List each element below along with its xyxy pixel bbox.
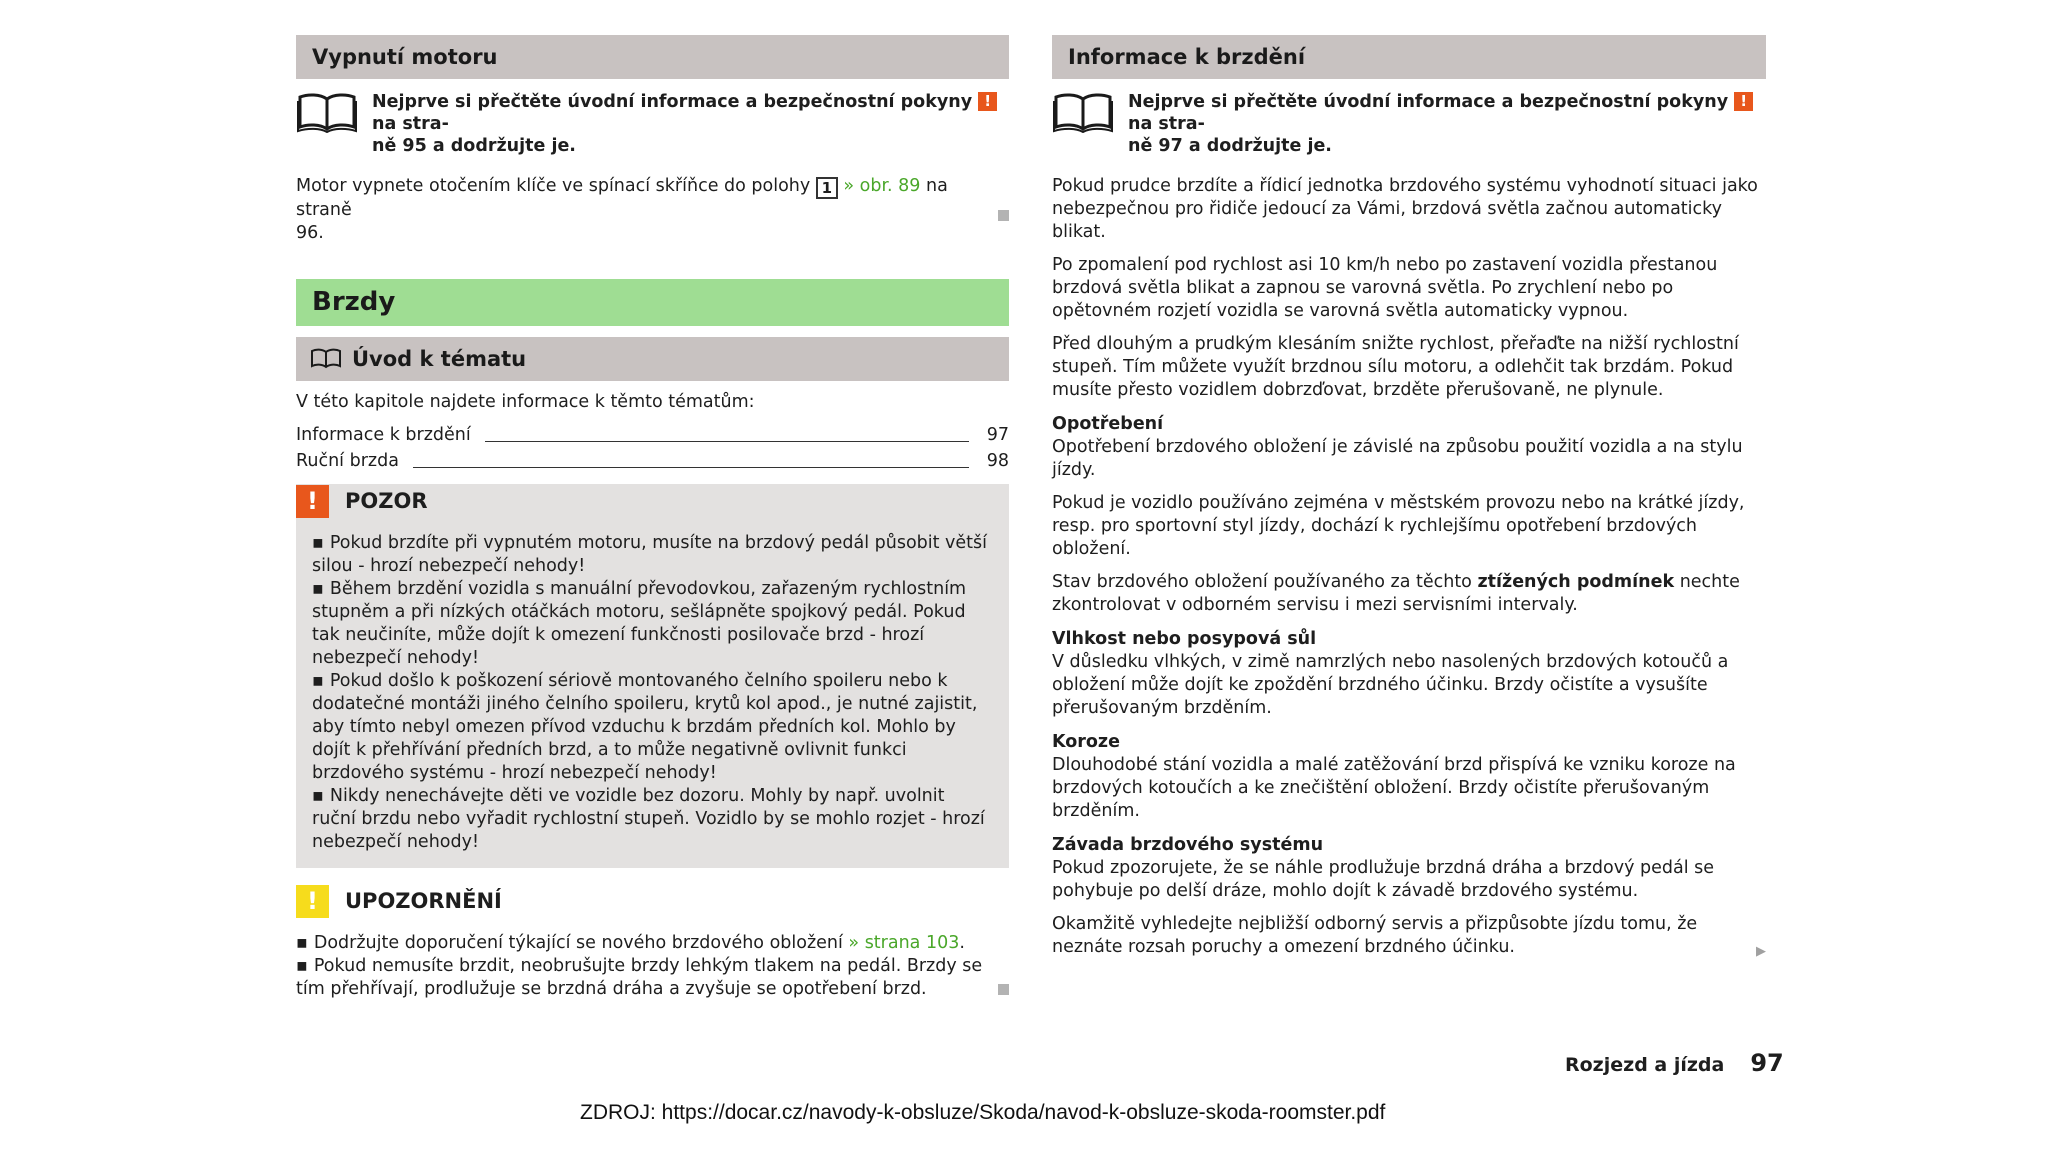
exclamation-icon: ! [1734, 92, 1753, 111]
page-footer [1565, 1049, 1784, 1077]
subheading-corrosion: Koroze [1052, 732, 1120, 752]
toc-row[interactable]: Informace k brzdění 97 [296, 425, 1009, 445]
notice-list [296, 932, 1009, 1001]
source-caption: ZDROJ: https://docar.cz/navody-k-obsluze/Skoda/navod-k-obsluze-skoda-roomster.pdf [580, 1101, 1386, 1124]
paragraph: Okamžitě vyhledejte nejbližší odborný servis a přizpůsobte jízdu tomu, že neznáte rozsah poruchy a omezení brzdného účinku. ▶ [1052, 913, 1766, 959]
footer-section: Rozjezd a jízda [1565, 1054, 1725, 1076]
warning-list [296, 518, 1009, 854]
continue-arrow-icon: ▶ [1756, 944, 1766, 959]
book-icon [296, 91, 358, 133]
book-icon [310, 348, 342, 370]
paragraph: Dlouhodobé stání vozidla a malé zatěžování brzd přispívá ke vzniku koroze na brzdových kotoučích a ke znečištění obložení. Brzdy očistíte přerušovaným brzděním. [1052, 755, 1736, 821]
reference-text: Nejprve si přečtěte úvodní informace a bezpečnostní pokyny ! na stra- ně 97 a dodržujte je. [1128, 91, 1766, 157]
toc-list [296, 422, 1009, 474]
paragraph: Pokud je vozidlo používáno zejména v městském provozu nebo na krátké jízdy, resp. pro sportovní styl jízdy, dochází k rychlejšímu opotřebení brzdových obložení. [1052, 493, 1745, 559]
list-item: ▪ Dodržujte doporučení týkající se nového brzdového obložení » strana 103. [296, 932, 1009, 955]
subheading-wear: Opotřebení [1052, 414, 1164, 434]
paragraph: Pokud zpozorujete, že se náhle prodlužuje brzdná dráha a brzdový pedál se pohybuje po delší dráze, mohlo dojít k závadě brzdového systému. [1052, 858, 1715, 901]
notice-title: UPOZORNĚNÍ [345, 889, 502, 913]
list-item: ▪ Pokud nemusíte brzdit, neobrušujte brzdy lehkým tlakem na pedál. Brzdy se tím přehřívají, prodlužuje se brzdná dráha a zvyšuje se opotřebení brzd. [296, 955, 1009, 1001]
end-marker [998, 984, 1009, 995]
figure-link[interactable]: » obr. 89 [837, 176, 921, 196]
chapter-title: Brzdy [296, 279, 1009, 326]
list-item: ▪ Pokud došlo k poškození sériově montovaného čelního spoileru nebo k dodatečné montáži jiného čelního spoileru, krytů kol apod., je nutné zajistit, aby tímto nebyl omezen přívod vzduchu k brzdám předních kol. Mohlo by dojít k přehřívání předních brzd, a to může negativně ovlivnit funkci brzdového systému - hrozí nebezpečí nehody! [312, 670, 993, 785]
intro-lead: V této kapitole najdete informace k těmto tématům: [296, 392, 755, 412]
paragraph: V důsledku vlhkých, v zimě namrzlých nebo nasolených brzdových kotoučů a obložení může dojít ke zpoždění brzdného účinku. Brzdy očistíte a vysušíte přerušovaným brzděním. [1052, 652, 1729, 718]
list-item: ▪ Během brzdění vozidla s manuální převodovkou, zařazeným rychlostním stupněm a při nízkých otáčkách motoru, sešlápněte spojkový pedál. Pokud tak neučiníte, může dojít k omezení funkčnosti posilovače brzd - hrozí nebezpečí nehody! [312, 578, 993, 670]
engine-off-text: Motor vypnete otočením klíče ve spínací skříňce do polohy 1 » obr. 89 na straně 96. [296, 175, 1009, 245]
list-item: ▪ Nikdy nenechávejte děti ve vozidle bez dozoru. Mohly by např. uvolnit ruční brzdu nebo vyřadit rychlostní stupeň. Vozidlo by se mohlo rozjet - hrozí nebezpečí nehody! [312, 785, 993, 854]
left-column [296, 35, 1009, 1001]
paragraph: Opotřebení brzdového obložení je závislé na způsobu použití vozidla a na stylu jízdy. [1052, 437, 1743, 480]
section-title-braking-info: Informace k brzdění [1052, 35, 1766, 79]
paragraph: Před dlouhým a prudkým klesáním snižte rychlost, přeřaďte na nižší rychlostní stupeň. Tím můžete využít brzdnou sílu motoru, a odlehčit tak brzdám. Pokud musíte přesto vozidlem dobrzďovat, brzděte přerušovaně, ne plynule. [1052, 334, 1739, 400]
right-column [1052, 35, 1766, 963]
list-item: ▪ Pokud brzdíte při vypnutém motoru, musíte na brzdový pedál působit větší silou - hrozí nebezpečí nehody! [312, 532, 993, 578]
paragraph: Pokud prudce brzdíte a řídicí jednotka brzdového systému vyhodnotí situaci jako nebezpečnou pro řidiče jedoucí za Vámi, brzdová světla začnou automaticky blikat. [1052, 176, 1758, 242]
paragraph: Stav brzdového obložení používaného za těchto ztížených podmínek nechte zkontrolovat v odborném servisu i mezi servisními intervaly. [1052, 572, 1740, 615]
page-number: 97 [1750, 1049, 1784, 1077]
intro-header [296, 337, 1009, 381]
toc-row[interactable]: Ruční brzda 98 [296, 451, 1009, 471]
exclamation-icon: ! [296, 485, 329, 518]
warning-box [296, 484, 1009, 868]
subheading-moisture: Vlhkost nebo posypová sůl [1052, 629, 1317, 649]
exclamation-icon: ! [978, 92, 997, 111]
page-link[interactable]: » strana 103 [842, 933, 960, 953]
notice-box [296, 884, 1009, 1001]
section-title-engine-off: Vypnutí motoru [296, 35, 1009, 79]
paragraph: Po zpomalení pod rychlost asi 10 km/h nebo po zastavení vozidla přestanou brzdová světla blikat a zapnou se varovná světla. Po zrychlení nebo po opětovném rozjetí vozidla se varovná světla automaticky vypnou. [1052, 255, 1718, 321]
safety-reference [1052, 91, 1766, 157]
warning-title: POZOR [345, 489, 428, 513]
subheading-fault: Závada brzdového systému [1052, 835, 1324, 855]
reference-text: Nejprve si přečtěte úvodní informace a bezpečnostní pokyny ! na stra- ně 95 a dodržujte je. [372, 91, 1009, 157]
end-marker [998, 210, 1009, 221]
intro-title: Úvod k tématu [352, 347, 527, 371]
book-icon [1052, 91, 1114, 133]
safety-reference [296, 91, 1009, 157]
exclamation-icon: ! [296, 885, 329, 918]
key-position-box: 1 [816, 177, 838, 199]
